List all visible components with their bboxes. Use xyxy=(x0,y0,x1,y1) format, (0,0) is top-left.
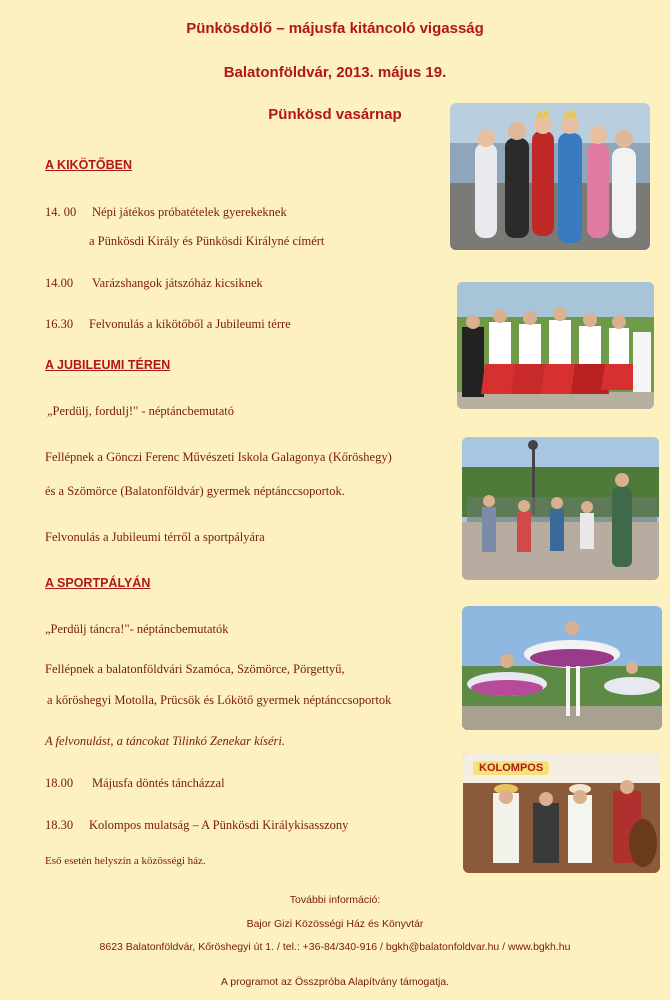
photo-kolompos-band xyxy=(463,753,660,873)
schedule-text: Májusfa döntés táncházzal xyxy=(92,776,225,790)
schedule-text: Kolompos mulatság – A Pünkösdi Királykisasszony xyxy=(89,818,349,832)
schedule-text: A felvonulást, a táncokat Tilinkó Zenekar kíséri. xyxy=(45,734,286,748)
poster-title: Pünkösdölő – májusfa kitáncoló vigasság xyxy=(186,20,484,37)
schedule-text: a kőröshegyi Motolla, Prücsök és Lókötő gyermek néptánccsoportok xyxy=(47,693,392,707)
schedule-time: 18.30 xyxy=(45,818,74,832)
event-day: Pünkösd vasárnap xyxy=(268,106,402,123)
schedule-text: a Pünkösdi Király és Pünkösdi Királyné címért xyxy=(89,234,325,248)
section-heading-jubileumi: A JUBILEUMI TÉREN xyxy=(45,358,171,372)
schedule-time: 18.00 xyxy=(45,776,74,790)
footer-organization: Bajor Gizi Közösségi Ház és Könyvtár xyxy=(246,918,424,930)
event-date-location: Balatonföldvár, 2013. május 19. xyxy=(223,64,447,81)
rain-location-note: Eső esetén helyszín a közösségi ház. xyxy=(45,855,206,867)
photo-children-crowns xyxy=(450,103,650,250)
photo-folk-dancers xyxy=(457,282,654,409)
footer-contact: 8623 Balatonföldvár, Kőröshegyi út 1. / tel.: +36-84/340-916 / bgkh@balatonfoldvar.hu / www.bgkh.hu xyxy=(99,941,571,953)
footer-support: A programot az Összpróba Alapítvány támogatja. xyxy=(220,976,450,988)
schedule-time: 14.00 xyxy=(45,276,74,290)
photo-twirling-dancers xyxy=(462,606,662,730)
schedule-time: 16.30 xyxy=(45,317,74,331)
kolompos-sign: KOLOMPOS xyxy=(473,761,549,775)
schedule-text: „Perdülj táncra!"- néptáncbemutatók xyxy=(45,622,229,636)
schedule-text: Fellépnek a Gönczi Ferenc Művészeti Iskola Galagonya (Kőröshegy) xyxy=(45,450,392,464)
footer-info-label: További információ: xyxy=(289,894,381,906)
schedule-text: Fellépnek a balatonföldvári Szamóca, Szömörce, Pörgettyű, xyxy=(45,662,345,676)
section-heading-kikoto: A KIKÖTŐBEN xyxy=(45,158,133,172)
section-heading-sportpalya: A SPORTPÁLYÁN xyxy=(45,576,151,590)
schedule-text: Felvonulás a Jubileumi térről a sportpályára xyxy=(45,530,265,544)
schedule-time: 14. 00 xyxy=(45,205,77,219)
schedule-text: Varázshangok játszóház kicsiknek xyxy=(92,276,263,290)
schedule-text: „Perdülj, fordulj!" - néptáncbemutató xyxy=(47,404,234,418)
photo-square-dance xyxy=(462,437,659,580)
schedule-text: Felvonulás a kikötőből a Jubileumi térre xyxy=(89,317,291,331)
schedule-text: Népi játékos próbatételek gyerekeknek xyxy=(92,205,287,219)
schedule-text: és a Szömörce (Balatonföldvár) gyermek néptánccsoportok. xyxy=(45,484,345,498)
